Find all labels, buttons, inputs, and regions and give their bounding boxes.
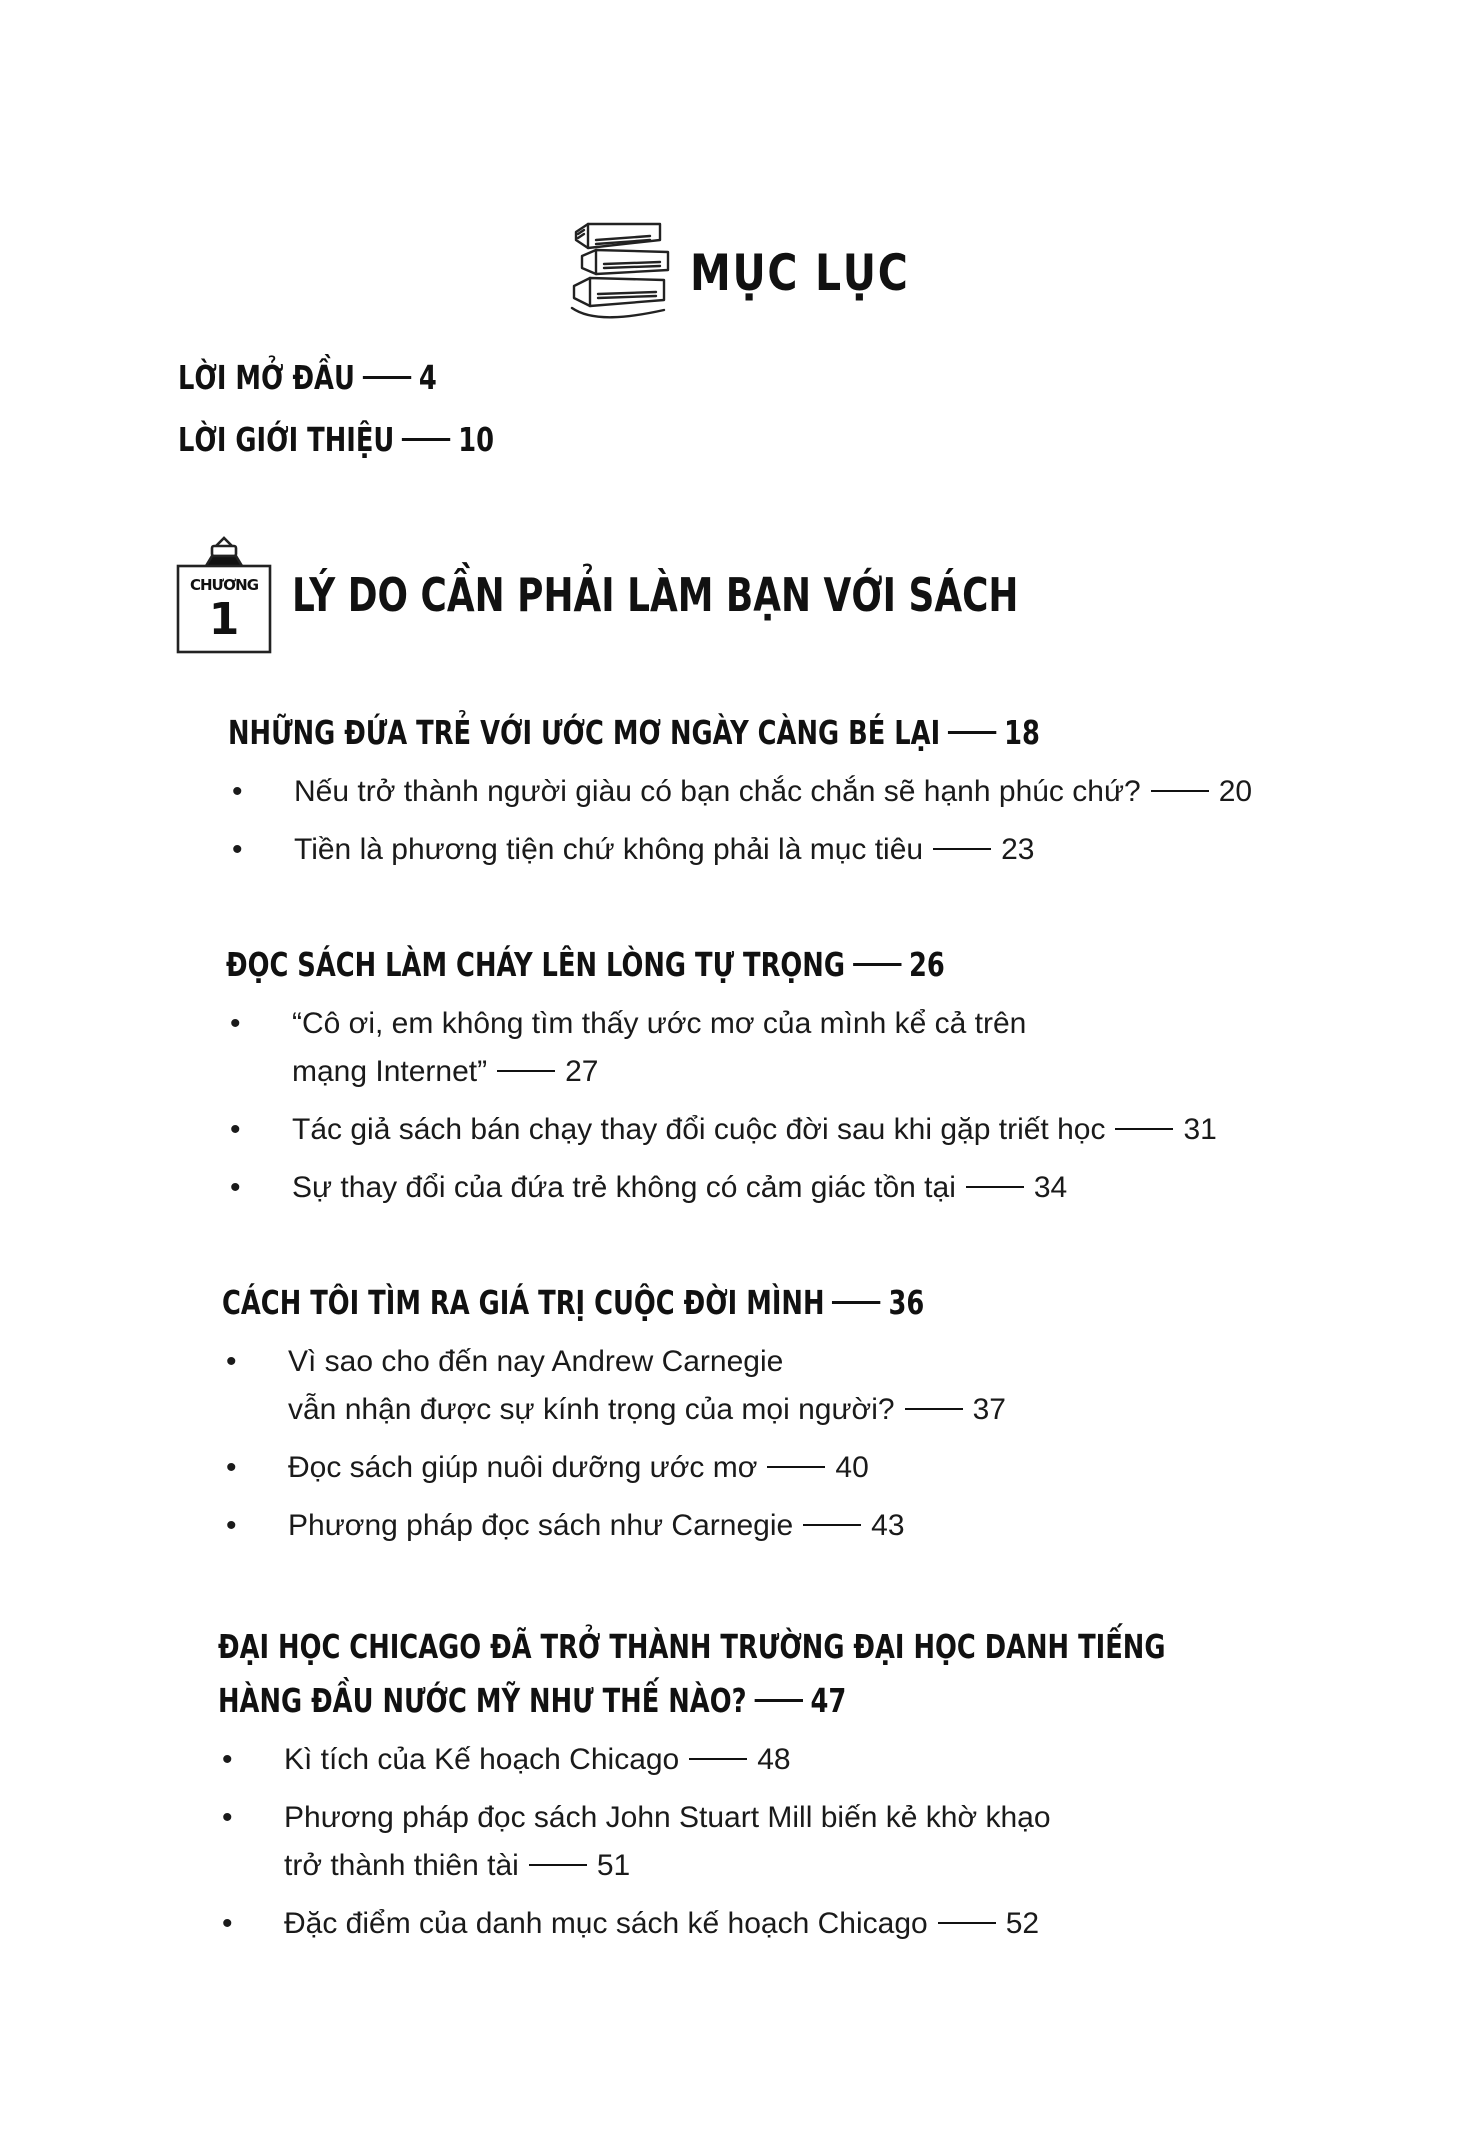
item-text-line: mạng Internet” bbox=[292, 1055, 488, 1088]
item-text-line: Đọc sách giúp nuôi dưỡng ước mơ bbox=[288, 1451, 758, 1484]
item-text-line: Nếu trở thành người giàu có bạn chắc chắn sẽ hạnh phúc chứ? bbox=[294, 775, 1141, 808]
bullet-icon: • bbox=[230, 1171, 241, 1204]
item-page: 20 bbox=[1218, 775, 1253, 808]
item-text-line: Đặc điểm của danh mục sách kế hoạch Chicago bbox=[284, 1907, 928, 1940]
front-matter-item bbox=[178, 420, 583, 459]
list-item bbox=[222, 1736, 1051, 1784]
chapter-number: 1 bbox=[208, 594, 240, 645]
section-heading bbox=[222, 1276, 1122, 1330]
section-heading bbox=[228, 706, 1269, 760]
bullet-icon: • bbox=[222, 1743, 233, 1776]
entry-page: 4 bbox=[418, 358, 437, 397]
item-page: 43 bbox=[871, 1509, 905, 1542]
section-items bbox=[230, 1000, 1217, 1212]
bullet-icon: • bbox=[232, 775, 243, 808]
item-page: 23 bbox=[1001, 833, 1035, 866]
section-title-line: HÀNG ĐẦU NƯỚC MỸ NHƯ THẾ NÀO? bbox=[218, 1681, 747, 1720]
item-page: 40 bbox=[835, 1451, 869, 1484]
list-item bbox=[222, 1900, 1051, 1948]
bullet-icon: • bbox=[232, 833, 243, 866]
stacked-books-icon bbox=[568, 218, 678, 328]
section-title-line: NHỮNG ĐỨA TRẺ VỚI ƯỚC MƠ NGÀY CÀNG BÉ LẠI bbox=[228, 713, 941, 752]
entry-label: LỜI GIỚI THIỆU bbox=[178, 420, 395, 459]
section-title-line: ĐỌC SÁCH LÀM CHÁY LÊN LÒNG TỰ TRỌNG bbox=[226, 945, 845, 984]
section-title-line: ĐẠI HỌC CHICAGO ĐÃ TRỞ THÀNH TRƯỜNG ĐẠI HỌC DANH TIẾNG bbox=[218, 1627, 1166, 1666]
list-item bbox=[230, 1164, 1217, 1212]
bullet-icon: • bbox=[226, 1451, 237, 1484]
section-items bbox=[232, 768, 1252, 874]
item-page: 48 bbox=[757, 1743, 791, 1776]
item-page: 34 bbox=[1033, 1171, 1068, 1204]
bullet-icon: • bbox=[230, 1113, 241, 1146]
section-title-line: CÁCH TÔI TÌM RA GIÁ TRỊ CUỘC ĐỜI MÌNH bbox=[222, 1283, 825, 1322]
item-page: 52 bbox=[1005, 1907, 1040, 1940]
list-item bbox=[226, 1444, 1006, 1492]
item-text-line: Vì sao cho đến nay Andrew Carnegie bbox=[288, 1345, 784, 1378]
entry-label: LỜI MỞ ĐẦU bbox=[178, 358, 355, 397]
list-item bbox=[226, 1502, 1006, 1550]
front-matter-item bbox=[178, 358, 510, 397]
section-heading bbox=[218, 1620, 1433, 1728]
list-item bbox=[230, 1000, 1217, 1096]
bullet-icon: • bbox=[226, 1345, 237, 1378]
bullet-icon: • bbox=[222, 1801, 233, 1834]
list-item bbox=[222, 1794, 1051, 1890]
section-page: 36 bbox=[888, 1283, 925, 1322]
item-page: 51 bbox=[596, 1849, 631, 1882]
entry-page: 10 bbox=[458, 420, 495, 459]
list-item bbox=[232, 768, 1252, 816]
chapter-badge bbox=[176, 536, 272, 654]
item-text-line: vẫn nhận được sự kính trọng của mọi người? bbox=[288, 1393, 895, 1426]
bullet-icon: • bbox=[230, 1007, 241, 1040]
chapter-title-text: LÝ DO CẦN PHẢI LÀM BẠN VỚI SÁCH bbox=[292, 568, 1019, 622]
item-page: 31 bbox=[1183, 1113, 1217, 1146]
section-page: 47 bbox=[810, 1681, 847, 1720]
item-page: 27 bbox=[565, 1055, 599, 1088]
list-item bbox=[232, 826, 1252, 874]
item-text-line: Phương pháp đọc sách John Stuart Mill biến kẻ khờ khạo bbox=[284, 1801, 1051, 1834]
item-text-line: Tác giả sách bán chạy thay đổi cuộc đời sau khi gặp triết học bbox=[292, 1113, 1106, 1146]
bullet-icon: • bbox=[222, 1907, 233, 1940]
section-page: 26 bbox=[908, 945, 945, 984]
section-heading bbox=[226, 938, 1148, 992]
item-text-line: Kì tích của Kế hoạch Chicago bbox=[284, 1743, 680, 1776]
item-text-line: Phương pháp đọc sách như Carnegie bbox=[288, 1509, 794, 1542]
item-page: 37 bbox=[972, 1393, 1006, 1426]
item-text-line: Tiền là phương tiện chứ không phải là mục tiêu bbox=[294, 833, 924, 866]
chapter-title bbox=[292, 568, 1223, 622]
bullet-icon: • bbox=[226, 1509, 237, 1542]
section-items bbox=[222, 1736, 1051, 1948]
list-item bbox=[230, 1106, 1217, 1154]
item-text-line: trở thành thiên tài bbox=[284, 1849, 519, 1882]
item-text-line: Sự thay đổi của đứa trẻ không có cảm giác tồn tại bbox=[292, 1171, 956, 1204]
section-page: 18 bbox=[1004, 713, 1040, 752]
item-text-line: “Cô ơi, em không tìm thấy ước mơ của mình kể cả trên bbox=[292, 1007, 1027, 1040]
chapter-badge-label: CHƯƠNG bbox=[189, 576, 259, 594]
list-item bbox=[226, 1338, 1006, 1434]
page-title: MỤC LỤC bbox=[690, 244, 910, 302]
section-items bbox=[226, 1338, 1006, 1550]
